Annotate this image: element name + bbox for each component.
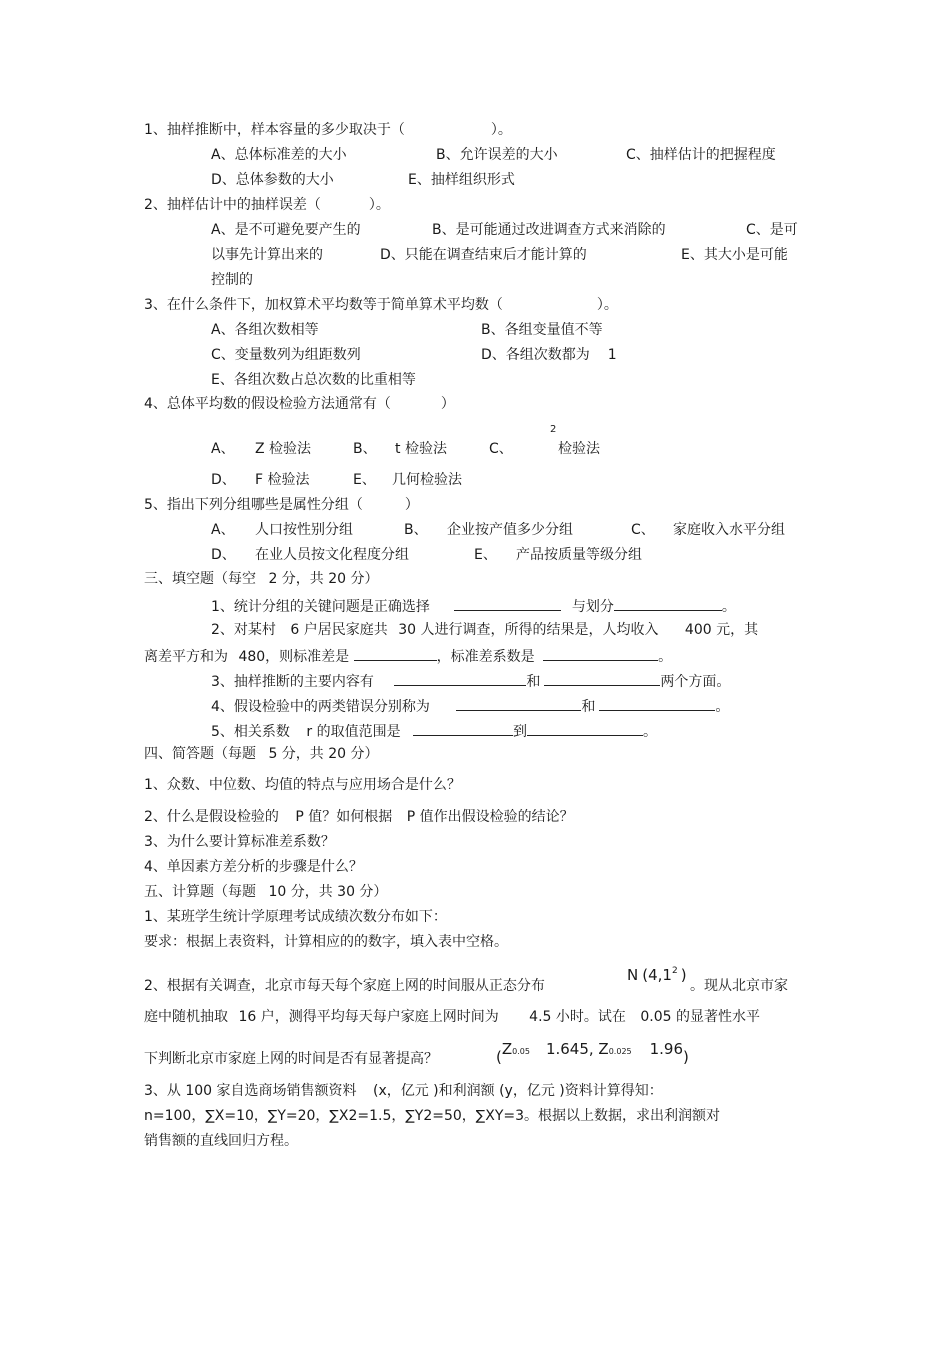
q4-opt-c-label: C、: [489, 441, 513, 457]
f1-text-a: 1、统计分组的关键问题是正确选择: [211, 599, 430, 615]
z-symbol-1: Z: [501, 1040, 513, 1058]
q1-stem: 1、抽样推断中，样本容量的多少取决于（: [144, 122, 405, 138]
f4-blank-1[interactable]: [456, 696, 581, 711]
q5-opt-c: 家庭收入水平分组: [673, 522, 785, 538]
q5-opt-e: 产品按质量等级分组: [516, 547, 642, 563]
sec4-title-b: 5 分，共: [268, 746, 324, 762]
z-sub-2: 0.025: [608, 1047, 632, 1056]
f2-text-d: 400 元，其: [684, 622, 759, 638]
c3-text-a: 3、从 100 家自选商场销售额资料: [144, 1083, 357, 1099]
z-value-2: 1.96: [649, 1040, 684, 1058]
q2-opt-e: E、其大小是可能: [681, 247, 788, 263]
f4-text-a: 4、假设检验中的两类错误分别称为: [211, 699, 430, 715]
q3-opt-d-text: D、各组次数都为: [481, 347, 590, 363]
q4-stem: 4、总体平均数的假设检验方法通常有（: [144, 396, 391, 412]
q5-opt-c-label: C、: [631, 522, 655, 538]
q2-opt-c-cont: 以事先计算出来的: [211, 247, 323, 263]
fill-4: [211, 696, 729, 716]
calc-2-line-3: 下判断北京市家庭上网的时间是否有显著提高？: [144, 1051, 438, 1067]
q4-opt-b: t 检验法: [395, 441, 447, 457]
c2-text-b: 16 户，测得平均每天每户家庭上网时间为: [238, 1009, 499, 1025]
q1-opt-d: D、总体参数的大小: [211, 172, 334, 188]
q5-opt-d-label: D、: [211, 547, 236, 563]
f2-text-b: 6 户居民家庭共: [290, 622, 388, 638]
sec4-title-c: 20 分）: [328, 746, 379, 762]
question-3: [144, 296, 618, 314]
calc-1-line-1: 1、某班学生统计学原理考试成绩次数分布如下：: [144, 909, 447, 925]
fill-5: [211, 721, 657, 741]
sec5-title-b: 10 分，共: [268, 884, 333, 900]
f5-blank-1[interactable]: [413, 721, 513, 736]
q3-opt-d: [481, 346, 617, 364]
calc-3-line-1: [144, 1082, 663, 1100]
sec4-title-a: 四、简答题（每题: [144, 746, 256, 762]
q5-opt-b-label: B、: [404, 522, 428, 538]
z-value-1: 1.645, Z: [545, 1040, 609, 1058]
q5-close: ）: [404, 497, 419, 513]
section-5-title: [144, 883, 387, 901]
sec3-title-b: 2 分，共: [268, 571, 324, 587]
f5-text-b: r 的取值范围是: [306, 724, 401, 740]
fill-2-line-1: [211, 621, 758, 639]
q3-opt-d-value: 1: [607, 347, 617, 363]
f1-text-b: 与划分: [571, 599, 614, 615]
q5-opt-d: 在业人员按文化程度分组: [255, 547, 409, 563]
q5-opt-e-label: E、: [474, 547, 497, 563]
q4-opt-a: Z 检验法: [255, 441, 312, 457]
q2-opt-b: B、是可能通过改进调查方式来消除的: [432, 222, 666, 238]
question-5: [144, 496, 419, 514]
c2-close: ): [680, 966, 687, 984]
f2-text-e: 离差平方和为: [144, 649, 228, 665]
q4-opt-e-label: E、: [353, 472, 376, 488]
f4-blank-2[interactable]: [599, 696, 715, 711]
fill-2-line-2: [144, 646, 672, 666]
f5-text-d: 。: [643, 724, 658, 740]
q2-opt-d: D、只能在调查结束后才能计算的: [380, 247, 587, 263]
section-3-title: [144, 570, 379, 588]
calc-1-line-2: 要求：根据上表资料，计算相应的的数字，填入表中空格。: [144, 934, 508, 950]
q2-opt-c: C、是可: [746, 222, 798, 238]
calc-2-line-2: [144, 1008, 760, 1026]
f3-text-c: 两个方面。: [660, 674, 731, 690]
sec3-title-c: 20 分）: [328, 571, 379, 587]
c2-text-c: 4.5 小时。试在: [529, 1009, 626, 1025]
question-4: [144, 395, 455, 413]
f5-text-a: 5、相关系数: [211, 724, 290, 740]
c2-text-d: 0.05 的显著性水平: [640, 1009, 760, 1025]
sec5-title-a: 五、计算题（每题: [144, 884, 256, 900]
f3-text-b: 和: [526, 674, 541, 690]
f2-blank-1[interactable]: [354, 646, 437, 661]
sa2-text-a: 2、什么是假设检验的: [144, 809, 279, 825]
q1-opt-e: E、抽样组织形式: [408, 172, 515, 188]
short-answer-4: 4、单因素方差分析的步骤是什么？: [144, 859, 363, 875]
q3-opt-c: C、变量数列为组距数列: [211, 347, 361, 363]
f4-text-c: 。: [715, 699, 730, 715]
f5-text-c: 到: [513, 724, 528, 740]
q4-opt-c: 检验法: [558, 441, 600, 457]
calc-2-line-1-tail: 。现从北京市家: [690, 978, 788, 994]
calc-3-line-2: n=100，∑X=10，∑Y=20，∑X2=1.5，∑Y2=50，∑XY=3。根据以上数据，求出利润额对: [144, 1108, 721, 1124]
q1-close: ）。: [490, 122, 512, 138]
question-2: [144, 196, 390, 214]
sa2-text-c: P 值作出假设检验的结论？: [406, 809, 574, 825]
f2-text-a: 2、对某村: [211, 622, 276, 638]
q4-opt-d: F 检验法: [255, 472, 310, 488]
f2-text-f: 480，则标准差是: [238, 649, 350, 665]
q3-opt-a: A、各组次数相等: [211, 322, 319, 338]
calc-3-line-3: 销售额的直线回归方程。: [144, 1133, 298, 1149]
z-sub-1: 0.05: [512, 1047, 530, 1056]
q3-close: ）。: [596, 297, 618, 313]
q3-opt-e: E、各组次数占总次数的比重相等: [211, 372, 416, 388]
c2-params: (4,1: [642, 966, 672, 984]
q3-stem: 3、在什么条件下，加权算术平均数等于简单算术平均数（: [144, 297, 503, 313]
f2-text-h: 。: [658, 649, 673, 665]
q1-opt-a: A、总体标准差的大小: [211, 147, 347, 163]
q3-opt-b: B、各组变量值不等: [481, 322, 603, 338]
q4-opt-e: 几何检验法: [392, 472, 462, 488]
q2-opt-a: A、是不可避免要产生的: [211, 222, 361, 238]
c2-n: N: [627, 966, 639, 984]
question-1: [144, 121, 512, 139]
short-answer-3: 3、为什么要计算标准差系数？: [144, 834, 335, 850]
f2-text-c: 30 人进行调查，所得的结果是，人均收入: [398, 622, 659, 638]
q2-opt-e-cont: 控制的: [211, 272, 253, 288]
fill-3: [211, 671, 730, 691]
q4-opt-d-label: D、: [211, 472, 236, 488]
q5-stem: 5、指出下列分组哪些是属性分组（: [144, 497, 363, 513]
sa2-text-b: P 值？如何根据: [295, 809, 393, 825]
c2-exp: 2: [671, 966, 678, 976]
normal-distribution-formula: [627, 966, 687, 987]
q2-close: ）。: [368, 197, 390, 213]
f1-blank-2[interactable]: [614, 596, 722, 611]
q5-opt-a: 人口按性别分组: [255, 522, 353, 538]
f3-blank-2[interactable]: [544, 671, 660, 686]
f4-text-b: 和: [581, 699, 596, 715]
q4-close: ）: [440, 396, 455, 412]
q2-stem: 2、抽样估计中的抽样误差（: [144, 197, 321, 213]
q4-opt-b-label: B、: [353, 441, 377, 457]
z-open-paren: (: [496, 1048, 502, 1066]
f3-text-a: 3、抽样推断的主要内容有: [211, 674, 374, 690]
f5-blank-2[interactable]: [527, 721, 643, 736]
q5-opt-b: 企业按产值多少分组: [447, 522, 573, 538]
critical-values-formula: [496, 1040, 689, 1066]
c2-text-a: 庭中随机抽取: [144, 1009, 228, 1025]
f1-text-c: 。: [721, 599, 736, 615]
q5-opt-a-label: A、: [211, 522, 235, 538]
f2-blank-2[interactable]: [543, 646, 658, 661]
q1-opt-c: C、抽样估计的把握程度: [626, 147, 776, 163]
short-answer-2: [144, 808, 574, 826]
calc-2-line-1: 2、根据有关调查，北京市每天每个家庭上网的时间服从正态分布: [144, 978, 545, 994]
fill-1: [211, 596, 736, 616]
c3-text-b: (x，亿元 )和利润额 (y，亿元 )资料计算得知：: [372, 1083, 663, 1099]
chi-square-superscript: 2: [550, 424, 557, 435]
f2-text-g: ，标准差系数是: [436, 649, 535, 665]
z-close-paren: ): [683, 1048, 689, 1066]
sec5-title-c: 30 分）: [337, 884, 388, 900]
q4-opt-a-label: A、: [211, 441, 235, 457]
section-4-title: [144, 745, 379, 763]
q1-opt-b: B、允许误差的大小: [436, 147, 558, 163]
short-answer-1: 1、众数、中位数、均值的特点与应用场合是什么？: [144, 777, 461, 793]
f3-blank-1[interactable]: [394, 671, 526, 686]
f1-blank-1[interactable]: [454, 596, 561, 611]
sec3-title-a: 三、填空题（每空: [144, 571, 256, 587]
